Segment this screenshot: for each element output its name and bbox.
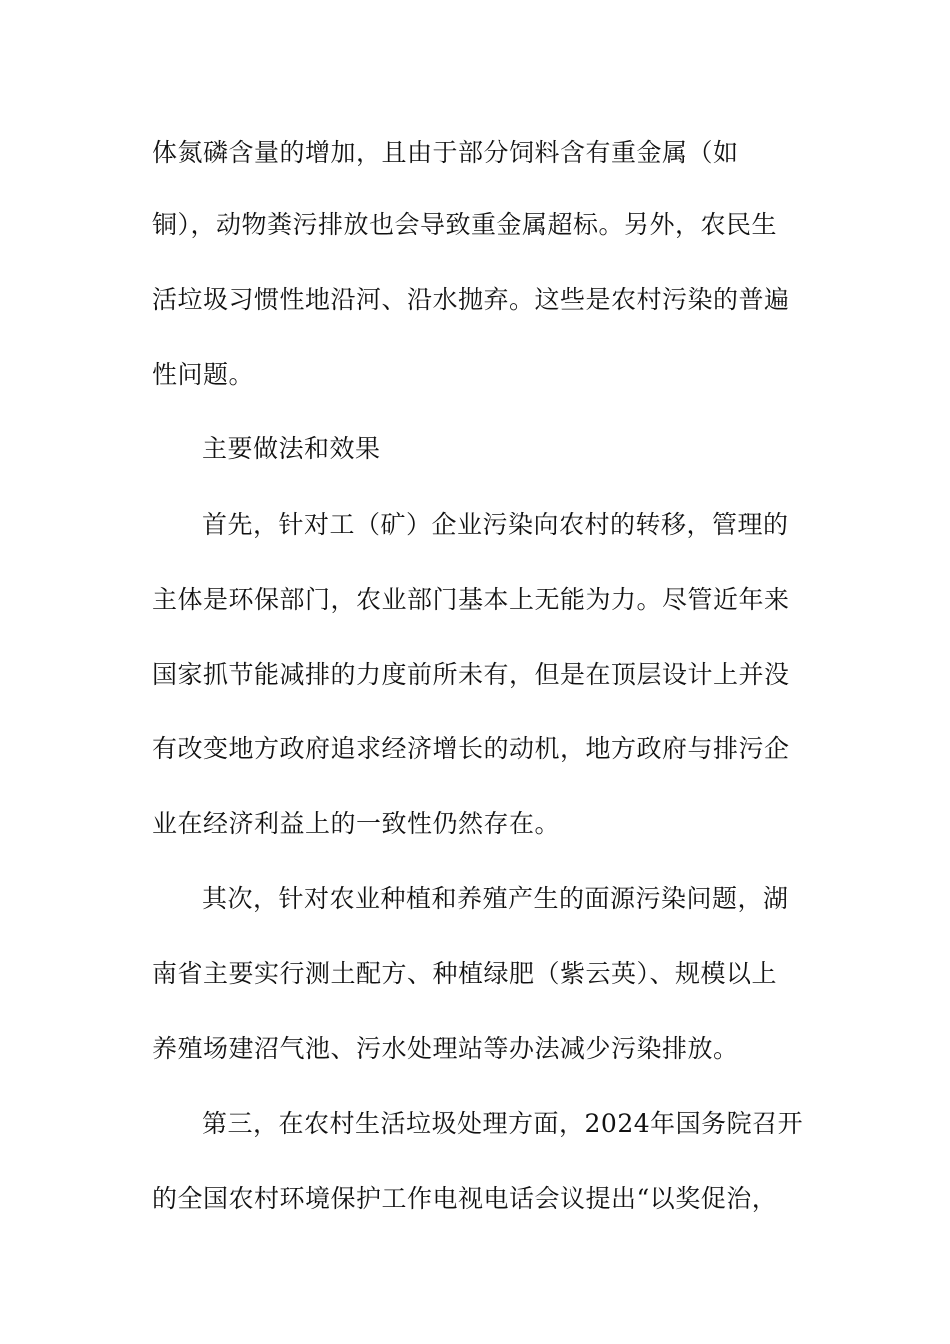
text-line: 国家抓节能减排的力度前所未有，但是在顶层设计上并没: [152, 660, 790, 689]
text-line: 性问题。: [152, 360, 255, 389]
text-line: 有改变地方政府追求经济增长的动机，地方政府与排污企: [152, 734, 790, 763]
text-line: 主体是环保部门，农业部门基本上无能为力。尽管近年来: [152, 585, 790, 614]
text-line: 其次，针对农业种植和养殖产生的面源污染问题，湖: [202, 884, 789, 913]
section-heading: 主要做法和效果: [202, 434, 381, 463]
text-line: 第三，在农村生活垃圾处理方面，2024年国务院召开: [202, 1109, 804, 1138]
text-line: 首先，针对工（矿）企业污染向农村的转移，管理的: [202, 510, 789, 539]
text-line: 活垃圾习惯性地沿河、沿水抛弃。这些是农村污染的普遍: [152, 285, 790, 314]
text-line: 的全国农村环境保护工作电视电话会议提出“以奖促治，: [152, 1184, 778, 1213]
text-line: 体氮磷含量的增加，且由于部分饲料含有重金属（如: [152, 138, 739, 167]
text-line: 养殖场建沼气池、污水处理站等办法减少污染排放。: [152, 1034, 739, 1063]
text-line: 铜），动物粪污排放也会导致重金属超标。另外，农民生: [152, 210, 778, 239]
text-line: 业在经济利益上的一致性仍然存在。: [152, 809, 561, 838]
text-line: 南省主要实行测土配方、种植绿肥（紫云英）、规模以上: [152, 959, 778, 988]
